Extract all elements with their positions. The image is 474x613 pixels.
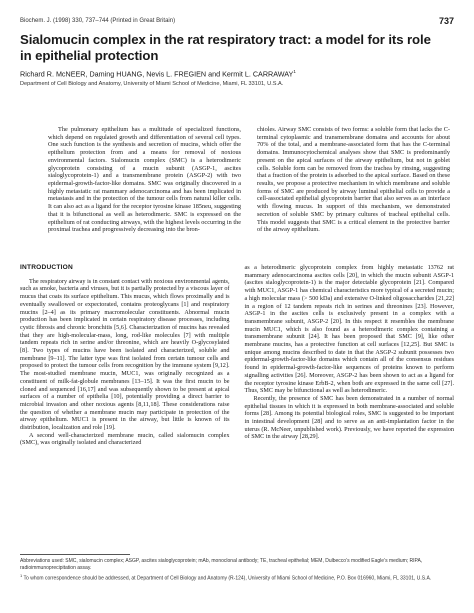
body-paragraph: The respiratory airway is in constant contact with noxious environmental agents, such as smoke, bacteria and viruses, but it is partially protected by a viscous layer of mucus that coats its surface epithelium. This mucus, which flows proximally and is eventually swallowed or expectorated, contains proteoglycans [1] and respiratory mucins [2–4] as its primary macromolecular constituents. Abnormal mucin production has been implicated in certain respiratory disease processes, including cystic fibrosis and chronic bronchitis [5,6]. Characterization of mucins has revealed that they are high-molecular-mass, long, rod-like molecules [7] with multiple tandem repeats rich in serine and/or threonine, which are heavily O-glycosylated [8]. Two types of mucins have been isolated and characterized, soluble and membrane [9–11]. The latter type was first isolated from certain tumour cells and proposed to protect the tumour cells from recognition by the immune system [9,12]. The most-studied membrane mucin, MUC1, was originally recognized as a constituent of milk-fat-globule membranes [13–15]. It was the first mucin to be cloned and sequenced [16,17] and was subsequently shown to be present at apical surfaces of a number of epithelia [10], potentially providing a direct barrier to microbial invasion and other noxious agents [8,11,18]. These considerations raise the question of whether a membrane mucin may participate in protection of the airway epithelium. MUC1 is present in the airway, but little is known of its distribution, localization and role [19].	[20, 277, 230, 432]
introduction-section	[20, 264, 454, 447]
footnote-rule	[20, 554, 130, 555]
author-footnote-marker: 1	[293, 69, 296, 74]
author-names: Richard R. McNEER, Daming HUANG, Nevis L. FREGIEN and Kermit L. CARRAWAY	[20, 69, 294, 79]
abstract-paragraph: The pulmonary epithelium has a multitude of specialized functions, which depend on regulated growth and differentiation of several cell types. One such function is the synthesis and secretion of mucins, which offer the epithelium protection from and a means for removal of noxious environmental factors. Sialomucin complex (SMC) is a heterodimeric glycoprotein consisting of a mucin subunit (ASGP-1, ascites sialoglycoprotein-1) and a transmembrane protein (ASGP-2) with two epidermal-growth-factor-like domains. SMC was originally discovered in a highly metastatic rat mammary adenocarcinoma and has been implicated in metastasis and in the protection of the tumour cells from natural killer cells. It can also act as a ligand for the receptor tyrosine kinase 185neu, suggesting that it is bifunctional as well as heterodimeric. SMC is expressed on the epithelium of rat conducting airways, with the highest levels occurring in the proximal trachea and progressively decreasing into the bron-	[48, 126, 241, 234]
correspondence-text: To whom correspondence should be addressed, at Department of Cell Biology and Anatomy (R-124), University of Miami School of Medicine, P.O. Box 016960, Miami, FL 33101, U.S.A.	[23, 575, 432, 582]
abstract-paragraph: chioles. Airway SMC consists of two forms: a soluble form that lacks the C-terminal cytoplasmic and transmembrane domains and accounts for about 70% of the total, and a membrane-associated form that has the C-terminal domains. Immunocytochemical analyses show that SMC is predominantly present on the apical surfaces of the airway epithelium, but not in goblet cells. Soluble form can be removed from the trachea by rinsing, suggesting that a fraction of the protein is adsorbed to the apical surface. Based on these results, we propose a protective mechanism in which membrane and soluble forms of SMC are produced by airway luminal epithelial cells to provide a cell-associated epithelial glycoprotein barrier that also serves as an interface with flowing mucus. In support of this mechanism, we demonstrated secretion of soluble SMC by primary cultures of tracheal epithelial cells. This model suggests that SMC is a critical element in the protective barrier of the airway epithelium.	[257, 126, 450, 234]
body-paragraph: Recently, the presence of SMC has been demonstrated in a number of normal epithelial tissues in which it is expressed in both membrane-associated and soluble forms [28]. Among its potential biological roles, SMC is suggested to be important in intestinal development [28] and to serve as an anti-implantation factor in the uterus (R. McNeer, unpublished work). Previously, we have reported the expression of SMC in the airway [28,29].	[244, 394, 454, 441]
footnote-abbreviations: Abbreviations used: SMC, sialomucin complex; ASGP, ascites sialoglycoprotein; mAb, monoclonal antibody; TE, tracheal epithelial; MEM, Dulbecco’s modified Eagle’s medium; RIPA, radioimmunoprecipitation assay.	[20, 558, 423, 571]
footnotes	[20, 558, 454, 584]
running-head	[20, 17, 454, 27]
article-title: Sialomucin complex in the rat respiratory tract: a model for its role in epithelial protection	[20, 32, 431, 63]
journal-citation: Biochem. J. (1998) 330, 737–744 (Printed in Great Britain)	[20, 18, 176, 24]
author-list	[20, 69, 450, 78]
correspondence-footnote-marker: 1	[20, 573, 23, 579]
page-number: 737	[438, 16, 454, 26]
body-paragraph: as a heterodimeric glycoprotein complex from highly metastatic 13762 rat mammary adenocarcinoma ascites cells [20], in which the mucin subunit ASGP-1 (ascites sialoglycoprotein-1) is the major detectable glycoprotein [21]. Compared with MUC1, ASGP-1 has chemical characteristics more typical of a secreted mucin; a high molecular mass (> 500 kDa) and extensive O-linked oligosaccharides [21,22] in a region of 12 tandem repeats rich in serines and threonines [23]. However, ASGP-1 in the ascites cells is exclusively present in a complex with a transmembrane subunit, ASGP-2 [20]. In this respect it resembles the membrane mucin MUC1, which is also found as a heterodimeric complex containing a transmembrane subunit [24]. It has been proposed that SMC [9], like other membrane mucins, has a protective function at cell surfaces [12,25]. But SMC is unique among mucins described to date in that the ASGP-2 subunit possesses two epidermal-growth-factor-like domains which contain all of the consensus residues found in epidermal-growth-factor-like sequences of proteins known to perform signalling activities [26]. Moreover, ASGP-2 has been shown to act as a ligand for the receptor tyrosine kinase ErbB-2, when both are expressed in the same cell [27]. Thus, SMC may be bifunctional as well as heterodimeric.	[244, 264, 454, 395]
footnote-correspondence	[20, 573, 454, 582]
section-heading: INTRODUCTION	[20, 264, 73, 271]
body-paragraph: A second well-characterized membrane mucin, called sialomucin complex (SMC), was originally isolated and characterized	[20, 431, 230, 447]
affiliation: Department of Cell Biology and Anatomy, University of Miami School of Medicine, Miami, FL 33101, U.S.A.	[20, 81, 284, 87]
abstract	[48, 126, 450, 234]
